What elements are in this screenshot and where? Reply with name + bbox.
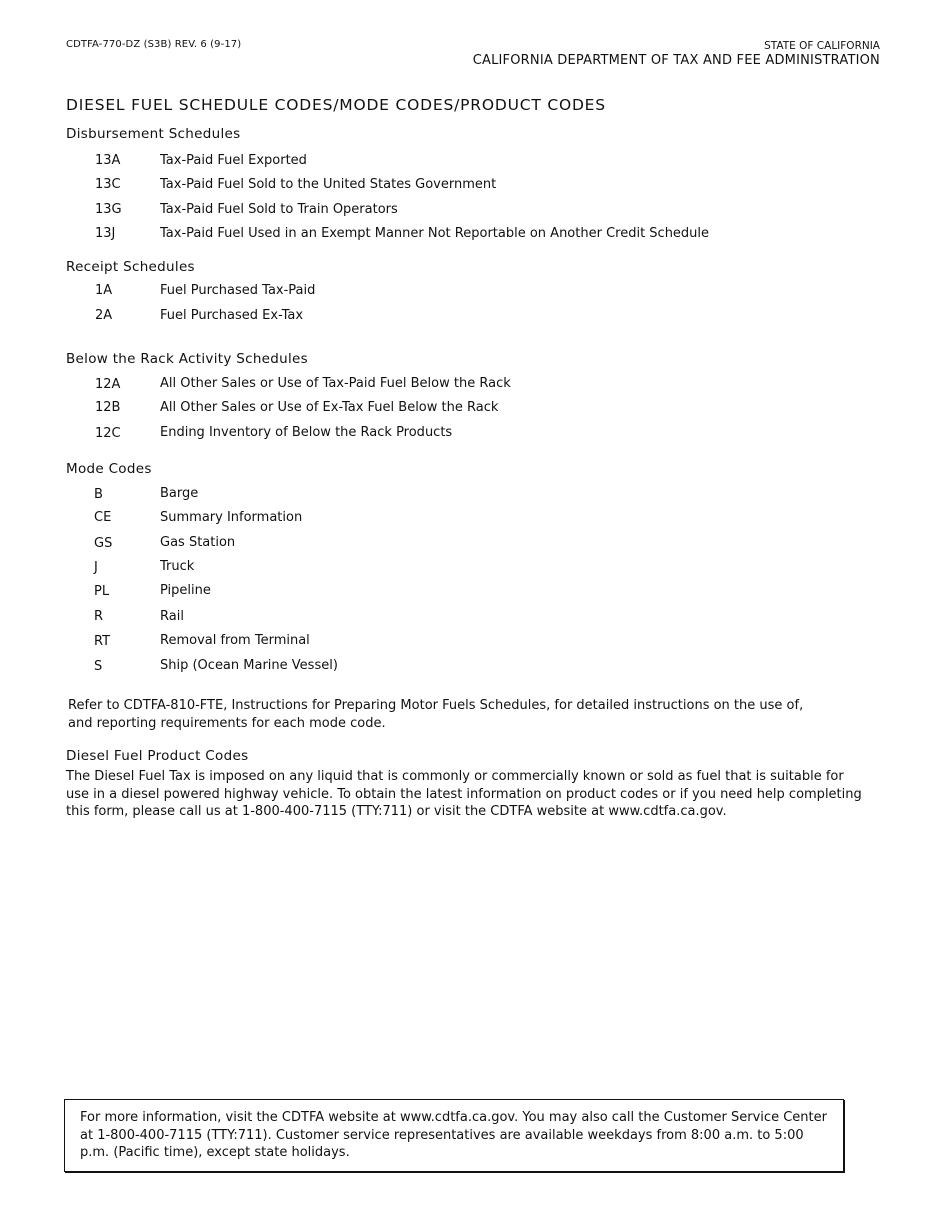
info-box <box>64 1099 844 1172</box>
mode-code: RT <box>94 634 111 649</box>
mode-code: PL <box>94 584 110 599</box>
schedule-code: 12C <box>95 426 121 441</box>
schedule-code: 12A <box>95 377 121 392</box>
schedule-description: Ending Inventory of Below the Rack Products <box>160 425 453 440</box>
refer-instructions: Refer to CDTFA-810-FTE, Instructions for Preparing Motor Fuels Schedules, for detailed instructions on the use of, and reporting requirements for each mode code. <box>68 698 804 731</box>
schedule-code: 13J <box>95 226 116 241</box>
mode-description: Rail <box>160 609 184 624</box>
schedule-description: Tax-Paid Fuel Sold to the United States Government <box>160 177 497 192</box>
form-number: CDTFA-770-DZ (S3B) REV. 6 (9-17) <box>66 39 242 50</box>
product-codes-heading: Diesel Fuel Product Codes <box>66 748 249 764</box>
mode-description: Ship (Ocean Marine Vessel) <box>160 658 338 673</box>
schedule-description: Tax-Paid Fuel Sold to Train Operators <box>160 202 398 217</box>
mode-code: R <box>94 609 104 624</box>
mode-code: GS <box>94 536 113 551</box>
schedule-code: 13A <box>95 153 121 168</box>
agency-name: CALIFORNIA DEPARTMENT OF TAX AND FEE ADMINISTRATION <box>472 53 880 68</box>
mode-code: J <box>94 560 98 575</box>
mode-codes-heading: Mode Codes <box>66 461 152 477</box>
mode-description: Truck <box>160 559 195 574</box>
product-codes-text: The Diesel Fuel Tax is imposed on any liquid that is commonly or commercially known or sold as fuel that is suitable for use in a diesel powered highway vehicle. To obtain the latest information on product codes or if you need help completing this form, please call us at 1-800-400-7115 (TTY:711) or visit the CDTFA website at www.cdtfa.ca.gov. <box>66 769 862 819</box>
state-label: STATE OF CALIFORNIA <box>764 40 880 52</box>
disbursement-heading: Disbursement Schedules <box>66 126 241 142</box>
schedule-code: 13G <box>95 202 122 217</box>
schedule-code: 13C <box>95 177 121 192</box>
mode-description: Barge <box>160 486 199 501</box>
schedule-description: Tax-Paid Fuel Exported <box>160 153 307 168</box>
mode-code: CE <box>94 510 112 525</box>
mode-description: Summary Information <box>160 510 303 525</box>
schedule-description: All Other Sales or Use of Ex-Tax Fuel Below the Rack <box>160 400 499 415</box>
mode-description: Removal from Terminal <box>160 633 310 648</box>
schedule-code: 2A <box>95 308 113 323</box>
page-title: DIESEL FUEL SCHEDULE CODES/MODE CODES/PRODUCT CODES <box>66 96 606 114</box>
schedule-description: Fuel Purchased Ex-Tax <box>160 308 304 323</box>
mode-code: S <box>94 659 103 674</box>
info-box-text: For more information, visit the CDTFA website at www.cdtfa.ca.gov. You may also call the Customer Service Center at 1-800-400-7115 (TTY:711). Customer service representatives are available weekdays from 8:00 a.m. to 5:00 p.m. (Pacific time), except state holidays. <box>80 1110 827 1160</box>
schedule-description: Fuel Purchased Tax-Paid <box>160 283 316 298</box>
receipt-heading: Receipt Schedules <box>66 259 195 275</box>
schedule-code: 1A <box>95 283 113 298</box>
below-rack-heading: Below the Rack Activity Schedules <box>66 351 308 367</box>
mode-description: Gas Station <box>160 535 236 550</box>
mode-code: B <box>94 487 103 502</box>
schedule-description: All Other Sales or Use of Tax-Paid Fuel Below the Rack <box>160 376 511 391</box>
schedule-code: 12B <box>95 400 121 415</box>
mode-description: Pipeline <box>160 583 211 598</box>
schedule-description: Tax-Paid Fuel Used in an Exempt Manner Not Reportable on Another Credit Schedule <box>160 226 710 241</box>
